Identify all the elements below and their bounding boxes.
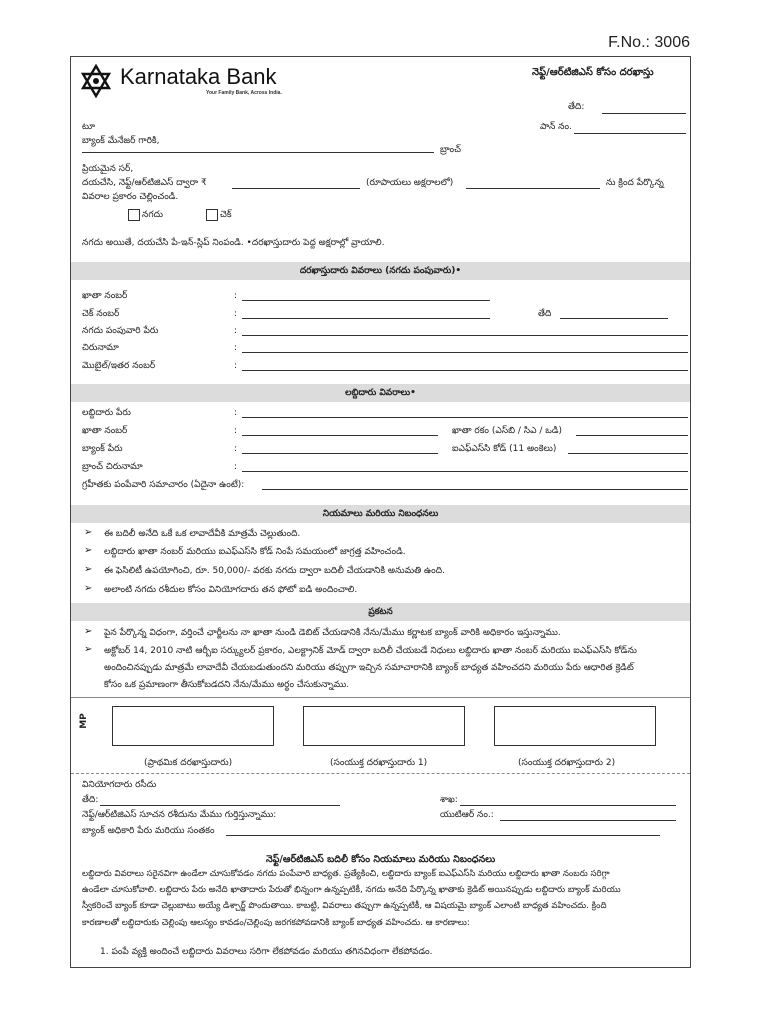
bullet-icon: ➢ bbox=[84, 564, 93, 575]
applicant-field-label: ఖాతా నంబర్ bbox=[82, 291, 128, 301]
neft-terms-title: నెఫ్ట్/ఆర్‌టిజిఎస్ బదిలీ కోసం నియమాలు మరియు నిబంధనలు bbox=[266, 854, 496, 865]
form-number: F.No.: 3006 bbox=[608, 34, 690, 51]
applicant-account-field[interactable] bbox=[242, 300, 490, 301]
term-item: ఈ బదిలీ అనేది ఒకే ఒక లావాదేవీకి మాత్రమే చెల్లుతుంది. bbox=[104, 529, 301, 539]
remarks-field[interactable] bbox=[262, 489, 688, 490]
receipt-date-field[interactable] bbox=[100, 805, 340, 806]
cut-line bbox=[71, 773, 690, 774]
receipt-title: వినియోగదారు రసీదు bbox=[82, 780, 157, 790]
primary-signature-box[interactable] bbox=[112, 706, 274, 746]
beneficiary-section-title: లబ్దిదారు వివరాలు• bbox=[71, 384, 690, 402]
cheque-label: చెక్ bbox=[220, 210, 232, 220]
request-text-b: (రూపాయలు అక్షరాలలో) bbox=[366, 178, 454, 188]
receipt-date-label: తేది: bbox=[82, 795, 99, 805]
beneficiary-name-field[interactable] bbox=[242, 417, 688, 418]
neft-terms-line: లబ్దిదారు వివరాలు సరైనవిగా ఉండేలా చూసుకోవడం నగదు పంపేవారి బాధ్యత. ప్రత్యేకించి, లబ్దిదారు బ్యాంక్ ఐఎఫ్‌ఎస్‌సి మరియు లబ్దిదారు ఖాతా నంబరు సరిగ్గా bbox=[82, 869, 610, 879]
colon: : bbox=[234, 291, 238, 301]
amount-field[interactable] bbox=[232, 188, 360, 189]
account-type-field[interactable] bbox=[576, 435, 688, 436]
amount-words-field[interactable] bbox=[466, 188, 600, 189]
beneficiary-field-label: బ్యాంక్ పేరు bbox=[82, 444, 123, 454]
bullet-icon: ➢ bbox=[84, 527, 93, 538]
pan-field[interactable] bbox=[574, 133, 686, 134]
branch-field[interactable] bbox=[82, 152, 434, 153]
colon: : bbox=[234, 408, 238, 418]
colon: : bbox=[234, 462, 238, 472]
declaration-item: అందించినప్పుడు మాత్రమే లావాదేవీ చేయబడుతుందని మరియు తప్పుగా ఇచ్చిన సమాచారానికి బ్యాంక్ బాధ్యత వహించదని మరియు పేరు ఆధారిత క్రెడిట్ bbox=[104, 663, 634, 673]
neft-terms-line: కారణాలతో లబ్దిదారుకు చెల్లింపు ఆలస్యం కావడం/చెల్లింపు జరగకపోవడానికి బ్యాంక్ బాధ్యత వహించదు. ఆ కారణాలు: bbox=[82, 918, 470, 928]
date-field[interactable] bbox=[602, 113, 686, 114]
cheque-number-field[interactable] bbox=[242, 318, 490, 319]
colon: : bbox=[234, 309, 238, 319]
term-item: ఈ ఫెసిలిటీ ఉపయోగించి, రూ. 50,000/- వరకు నగదు ద్వారా బదిలీ చేయడానికి అనుమతి ఉంది. bbox=[104, 566, 445, 576]
cheque-checkbox[interactable] bbox=[206, 209, 218, 221]
primary-signature-label: (ప్రాథమిక దరఖాస్తుదారు) bbox=[144, 758, 233, 768]
bank-tagline: Your Family Bank, Across India. bbox=[206, 90, 282, 96]
utr-label: యుటిఆర్ నం.: bbox=[440, 810, 494, 820]
terms-section-title: నియమాలు మరియు నిబంధనలు bbox=[71, 505, 690, 523]
declaration-item: కోసం ఒక ప్రమాణంగా తీసుకోబడదని నేను/మేము అర్థం చేసుకున్నాము. bbox=[104, 680, 350, 690]
beneficiary-field-label: ఖాతా నంబర్ bbox=[82, 426, 128, 436]
ifsc-field[interactable] bbox=[568, 453, 688, 454]
cash-checkbox[interactable] bbox=[128, 209, 140, 221]
colon: : bbox=[234, 326, 238, 336]
salutation: ప్రియమైన సర్, bbox=[82, 164, 134, 174]
pan-label: పాన్ నం. bbox=[540, 122, 572, 132]
colon: : bbox=[234, 444, 238, 454]
joint2-signature-box[interactable] bbox=[494, 706, 656, 746]
receipt-branch-label: శాఖ: bbox=[440, 795, 458, 805]
applicant-section-title: దరఖాస్తుదారు వివరాలు (నగదు పంపువారు)• bbox=[71, 262, 690, 280]
applicant-field-label: చిరునామా bbox=[82, 343, 119, 353]
officer-field[interactable] bbox=[226, 835, 660, 836]
joint1-signature-box[interactable] bbox=[303, 706, 465, 746]
receipt-branch-field[interactable] bbox=[460, 805, 676, 806]
manager-label: బ్యాంక్ మేనేజర్ గారికి, bbox=[82, 136, 160, 146]
request-text-a: దయచేసి, నెఫ్ట్/ఆర్‌టిజిఎస్ ద్వారా ₹ bbox=[82, 178, 207, 188]
term-item: అలాంటి నగదు రశీదుల కోసం వినియోగదారు తన ఫోటో ఐడి అందించాలి. bbox=[104, 585, 358, 595]
declaration-item: అక్టోబర్ 14, 2010 నాటి ఆర్బీఐ సర్క్యులర్ ప్రకారం, ఎలక్ట్రానిక్ మోడ్ ద్వారా బదిలీ చేయబడే నిధులు లబ్దిదారు ఖాతా నంబర్ మరియు ఐఎఫ్‌ఎస్‌సి కోడ్‌ను bbox=[104, 646, 637, 656]
cash-label: నగదు bbox=[142, 210, 164, 220]
declaration-item: పైన పేర్కొన్న విధంగా, వర్తించే ఛార్జీలను నా ఖాతా నుండి డెబిట్ చేయడానికి నేను/మేము కర్ణాటక బ్యాంక్ వారికి అధికారం ఇస్తున్నాము. bbox=[104, 628, 561, 638]
joint2-signature-label: (సంయుక్త దరఖాస్తుదారు 2) bbox=[518, 758, 616, 768]
neft-terms-line: ఉండేలా చూసుకోవాలి. లబ్దిదారు పేరు అనేది ఖాతాదారు పేరుతో భిన్నంగా ఉన్నప్పటికీ, నగదు అనేది పేర్కొన్న ఖాతాకు క్రెడిట్ అయినప్పుడు లబ్దిదారు బ్యాంక్ మరియు bbox=[82, 885, 621, 895]
branch-label: బ్రాంచ్ bbox=[440, 145, 461, 155]
joint1-signature-label: (సంయుక్త దరఖాస్తుదారు 1) bbox=[330, 758, 428, 768]
mp-label: MP bbox=[78, 713, 89, 729]
bullet-icon: ➢ bbox=[84, 583, 93, 594]
cash-note: నగదు అయితే, దయచేసి పే-ఇన్-స్లిప్ నింపండి. •దరఖాస్తుదారు పెద్ద అక్షరాల్లో వ్రాయాలి. bbox=[82, 238, 385, 248]
account-type-label: ఖాతా రకం (ఎస్‌బి / సిఎ / ఒడి) bbox=[452, 426, 562, 436]
bank-name-field[interactable] bbox=[242, 453, 438, 454]
colon: : bbox=[234, 426, 238, 436]
beneficiary-field-label: బ్రాంచ్ చిరునామా bbox=[82, 462, 143, 472]
colon: : bbox=[234, 361, 238, 371]
colon: : bbox=[234, 343, 238, 353]
branch-address-field[interactable] bbox=[242, 471, 688, 472]
declaration-section-title: ప్రకటన bbox=[71, 603, 690, 621]
beneficiary-field-label: లబ్దిదారు పేరు bbox=[82, 408, 131, 418]
form-title: నెఫ్ట్/ఆర్‌టిజిఎస్ కోసం దరఖాస్తు bbox=[532, 67, 654, 78]
date-label: తేది: bbox=[568, 102, 585, 112]
officer-label: బ్యాంక్ అధికారి పేరు మరియు సంతకం bbox=[82, 826, 215, 836]
mobile-field[interactable] bbox=[242, 370, 688, 371]
address-field[interactable] bbox=[242, 352, 688, 353]
remitter-name-field[interactable] bbox=[242, 335, 688, 336]
applicant-field-label: చెక్ నంబర్ bbox=[82, 309, 120, 319]
applicant-date-field[interactable] bbox=[560, 318, 668, 319]
ifsc-label: ఐఎఫ్‌ఎస్‌సి కోడ్ (11 అంకెలు) bbox=[452, 444, 557, 454]
divider bbox=[71, 697, 690, 698]
request-text-line2: వివరాల ప్రకారం చెల్లించండి. bbox=[82, 192, 179, 202]
beneficiary-account-field[interactable] bbox=[242, 435, 438, 436]
utr-field[interactable] bbox=[500, 820, 676, 821]
term-item: లబ్దిదారు ఖాతా నంబర్ మరియు ఐఎఫ్‌ఎస్‌సి కోడ్ నింపే సమయంలో జాగ్రత్త వహించండి. bbox=[104, 547, 406, 557]
request-text-c: ను క్రింద పేర్కొన్న bbox=[606, 178, 664, 188]
bullet-icon: ➢ bbox=[84, 545, 93, 556]
applicant-date-label: తేది bbox=[538, 309, 552, 319]
applicant-field-label: మొబైల్/ఇతర నంబర్ bbox=[82, 361, 156, 371]
to-label: టూ bbox=[82, 122, 95, 132]
bullet-icon: ➢ bbox=[84, 644, 93, 655]
receipt-ack-label: నెఫ్ట్/ఆర్‌టిజిఎస్ సూచన రశీదును మేము గుర్తిస్తున్నాము: bbox=[82, 810, 277, 820]
neft-reason: 1. పంపే వ్యక్తి అందించే లబ్దిదారు వివరాలు సరిగా లేకపోవడం మరియు తగినవిధంగా లేకపోవడం. bbox=[100, 947, 433, 957]
applicant-field-label: నగదు పంపువారి పేరు bbox=[82, 326, 159, 336]
bank-name: Karnataka Bank bbox=[120, 64, 277, 89]
bullet-icon: ➢ bbox=[84, 626, 93, 637]
beneficiary-field-label: గ్రహీతకు పంపేవారి సమాచారం (ఏదైనా ఉంటే): bbox=[82, 480, 245, 490]
bank-logo-icon bbox=[80, 64, 112, 98]
neft-terms-line: స్వీకరించే బ్యాంక్ కూడా చెల్లుబాటు అయ్యే డిశ్చార్జ్ పొందుతాయి. కాబట్టి, వివరాలు తప్పుగా ఉన్నప్పటికీ, ఆ విషయమై బ్యాంక్ ఎలాంటి బాధ్యత వహించదు. క్రింది bbox=[82, 901, 607, 911]
